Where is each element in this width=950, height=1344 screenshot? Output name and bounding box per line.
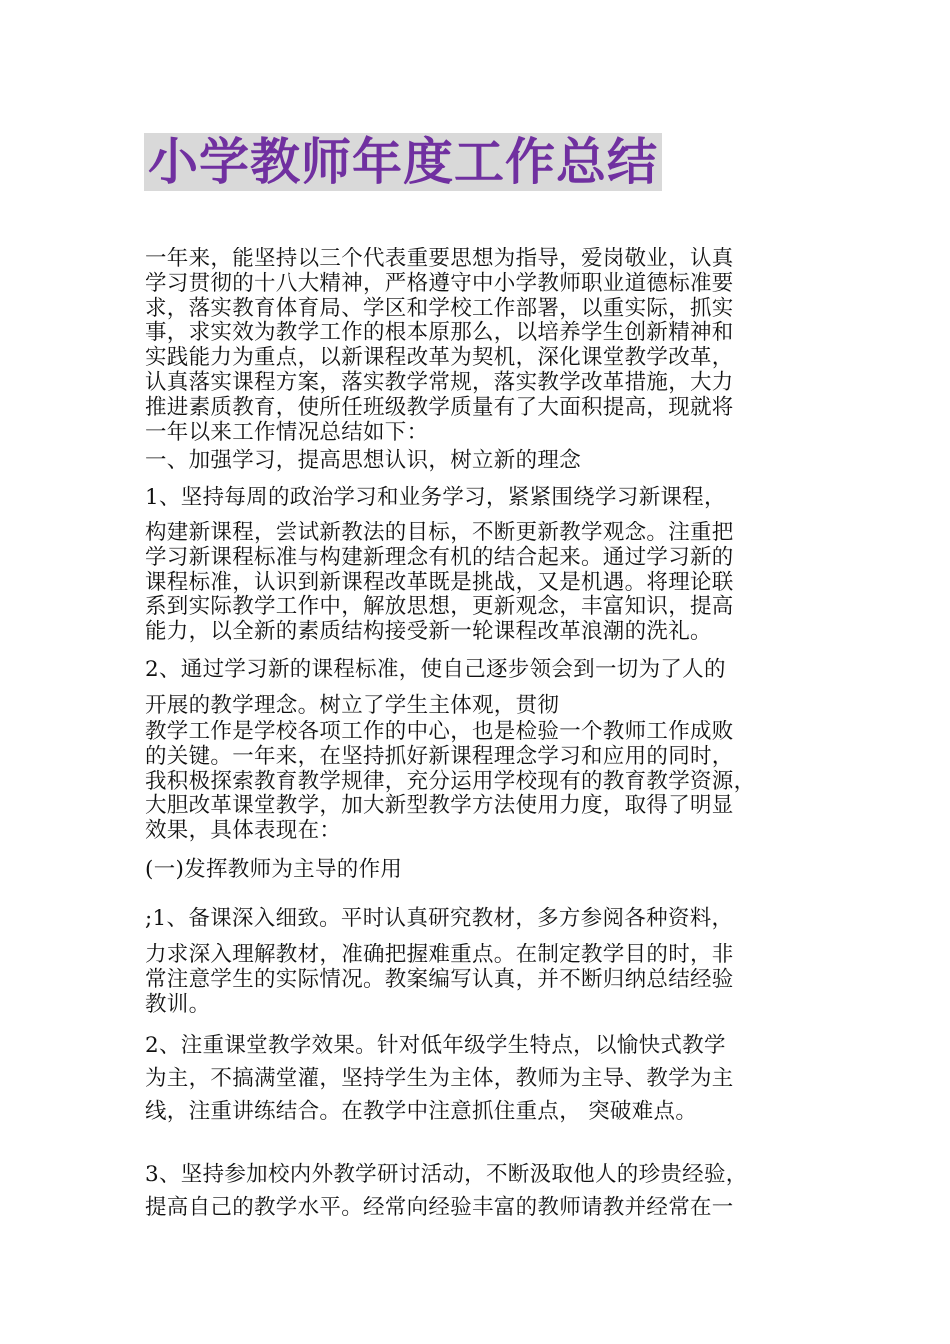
list-item-1-1-start: 1、坚持每周的政治学习和业务学习，紧紧围绕学习新课程，: [145, 485, 726, 510]
paragraph-2-2: 2、注重课堂教学效果。针对低年级学生特点，以愉快式教学 为主，不搞满堂灌，坚持学生为主体，教师为主导、教学为主 线，注重讲练结合。在教学中注意抓住重点， 突破难点。: [145, 1033, 734, 1124]
subsection-heading-1: (一)发挥教师为主导的作用: [145, 857, 403, 882]
paragraph-2-1-body: 力求深入理解教材，准确把握难重点。在制定教学目的时，非 常注意学生的实际情况。教案编写认真，并不断归纳总结经验 教训。: [145, 943, 734, 1017]
list-item-1-2-start: 2、通过学习新的课程标准，使自己逐步领会到一切为了人的: [145, 657, 726, 682]
paragraph-teaching: 教学工作是学校各项工作的中心，也是检验一个教师工作成败 的关键。一年来，在坚持抓好新课程理念学习和应用的同时， 我积极探索教育教学规律，充分运用学校现有的教育教学资源， 大胆改革课堂教学，加大新型教学方法使用力度，取得了明显 效果，具体表现在：: [145, 720, 756, 844]
paragraph-2-3: 3、坚持参加校内外教学研讨活动，不断汲取他人的珍贵经验， 提高自己的教学水平。经常向经验丰富的教师请教并经常在一: [145, 1162, 748, 1220]
document-title: 小学教师年度工作总结: [144, 133, 662, 191]
paragraph-1-2-body: 开展的教学理念。树立了学生主体观，贯彻: [145, 693, 560, 718]
list-item-2-1-start: ;1、备课深入细致。平时认真研究教材，多方参阅各种资料，: [145, 906, 734, 931]
section-heading-1: 一、加强学习，提高思想认识，树立新的理念: [145, 448, 582, 473]
paragraph-1-1-body: 构建新课程，尝试新教法的目标，不断更新教学观念。注重把 学习新课程标准与构建新理念有机的结合起来。通过学习新的 课程标准，认识到新课程改革既是挑战，又是机遇。将理论联 系到实际教学工作中，解放思想，更新观念，丰富知识，提高 能力，以全新的素质结构接受新一轮课程改革浪潮的洗礼。: [145, 521, 734, 645]
paragraph-intro: 一年来，能坚持以三个代表重要思想为指导，爱岗敬业，认真 学习贯彻的十八大精神，严格遵守中小学教师职业道德标准要 求，落实教育体育局、学区和学校工作部署，以重实际，抓实 事，求实效为教学工作的根本原那么，以培养学生创新精神和 实践能力为重点，以新课程改革为契机，深化课堂教学改革， 认真落实课程方案，落实教学常规，落实教学改革措施，大力 推进素质教育，使所任班级教学质量有了大面积提高，现就将 一年以来工作情况总结如下：: [145, 247, 734, 445]
